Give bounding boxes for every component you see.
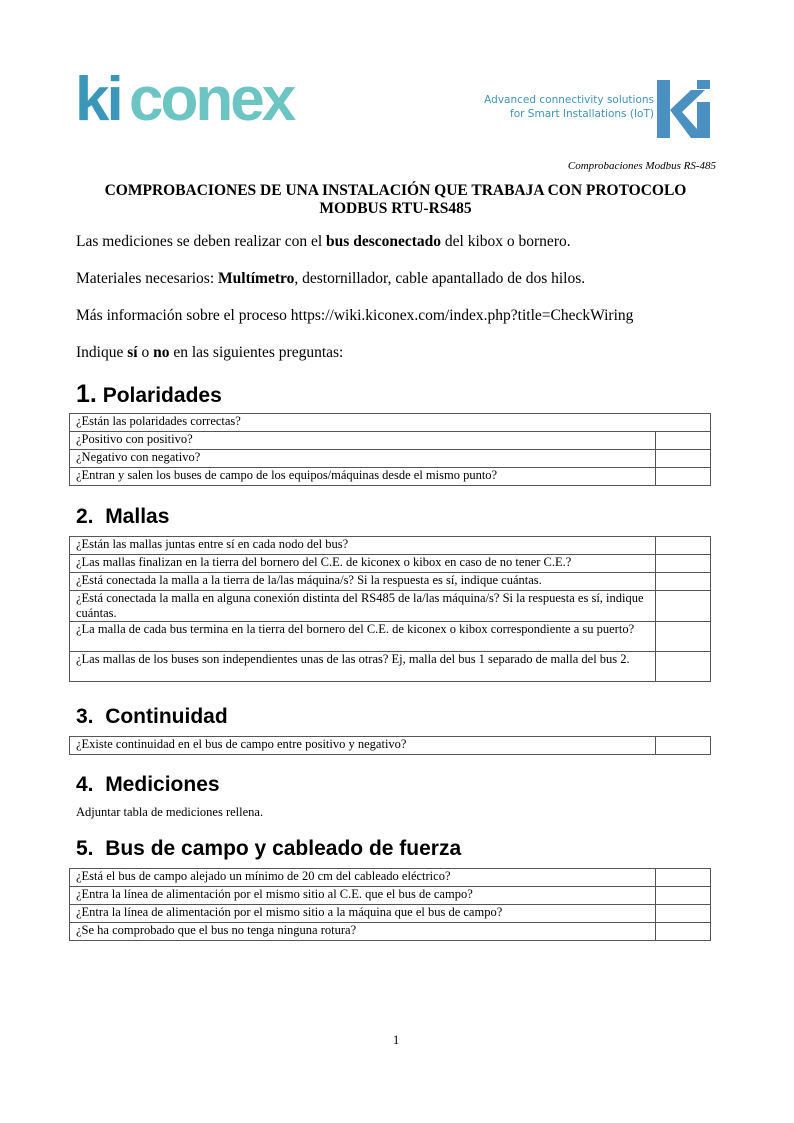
answer-cell[interactable] [656,468,711,486]
answer-cell[interactable] [656,869,711,887]
section-title: Continuidad [105,705,228,728]
table-polaridades [69,413,711,486]
question-cell: ¿Entran y salen los buses de campo de los equipos/máquinas desde el mismo punto? [70,468,656,486]
table-row [70,923,711,941]
text: del kibox o bornero. [441,233,571,250]
logo-text-ki: ki [75,70,121,128]
question-cell: ¿Entra la línea de alimentación por el mismo sitio al C.E. que el bus de campo? [70,887,656,905]
section-heading-continuidad [76,705,228,729]
intro-paragraph-3: Más información sobre el proceso https://wiki.kiconex.com/index.php?title=CheckWiring [76,307,634,324]
tagline-line-2: for Smart Installations (IoT) [510,108,654,120]
section-heading-mallas [76,505,169,529]
kiconex-logo-graphic [75,70,300,128]
bold-text: no [153,344,170,361]
table-row [70,887,711,905]
section-number: 1. [76,380,97,408]
table-bus-de-campo [69,868,711,941]
section-heading-bus-de-campo [76,837,461,861]
title-line-2: MODBUS RTU-RS485 [319,200,472,217]
table-row [70,652,711,682]
section-number: 4. [76,773,94,796]
section-number: 5. [76,837,94,860]
table-row [70,414,711,432]
question-cell: ¿Está conectada la malla a la tierra de la/las máquina/s? Si la respuesta es sí, indique cuántas. [70,573,656,591]
question-cell: ¿Está conectada la malla en alguna conexión distinta del RS485 de la/las máquina/s? Si la respuesta es sí, indique cuántas. [70,591,656,622]
intro-paragraph-2 [76,270,585,288]
section-title: Polaridades [102,384,222,407]
answer-cell[interactable] [656,737,711,755]
question-cell: ¿Está el bus de campo alejado un mínimo de 20 cm del cableado eléctrico? [70,869,656,887]
question-cell: ¿Negativo con negativo? [70,450,656,468]
answer-cell[interactable] [656,923,711,941]
text: Indique [76,344,128,361]
question-cell: ¿Se ha comprobado que el bus no tenga ninguna rotura? [70,923,656,941]
tagline-line-1: Advanced connectivity solutions [484,94,654,106]
question-cell: ¿Las mallas finalizan en la tierra del bornero del C.E. de kiconex o kibox en caso de no tener C.E.? [70,555,656,573]
answer-cell[interactable] [656,537,711,555]
table-row [70,737,711,755]
intro-paragraph-4 [76,344,343,362]
table-continuidad [69,736,711,755]
question-cell: ¿Positivo con positivo? [70,432,656,450]
section-heading-polaridades [76,380,222,409]
question-cell: ¿Las mallas de los buses son independientes unas de las otras? Ej, malla del bus 1 separado de malla del bus 2. [70,652,656,682]
table-row [70,432,711,450]
answer-cell[interactable] [656,622,711,652]
question-cell: ¿La malla de cada bus termina en la tierra del bornero del C.E. de kiconex o kibox correspondiente a su puerto? [70,622,656,652]
text: en las siguientes preguntas: [169,344,344,361]
ki-mark-logo [655,80,711,143]
logo-text-conex: conex [129,70,294,128]
table-row [70,573,711,591]
table-row [70,450,711,468]
section-number: 2. [76,505,94,528]
section-title: Bus de campo y cableado de fuerza [105,837,462,860]
intro-paragraph-1 [76,233,571,251]
table-row [70,537,711,555]
question-cell: ¿Están las mallas juntas entre sí en cada nodo del bus? [70,537,656,555]
ki-mark-icon [655,80,711,138]
text: o [137,344,154,361]
answer-cell[interactable] [656,555,711,573]
table-row [70,905,711,923]
bold-text: bus desconectado [326,233,442,250]
answer-cell[interactable] [656,432,711,450]
running-header: Comprobaciones Modbus RS-485 [567,160,716,172]
table-row [70,468,711,486]
tagline [484,93,654,121]
document-title [75,182,716,218]
bold-text: sí [127,344,138,361]
section-number: 3. [76,705,94,728]
section-title: Mallas [105,505,170,528]
answer-cell[interactable] [656,887,711,905]
kiconex-logo [75,70,300,128]
mediciones-note: Adjuntar tabla de mediciones rellena. [76,805,264,819]
answer-cell[interactable] [656,905,711,923]
page-number: 1 [393,1033,400,1047]
title-line-1: COMPROBACIONES DE UNA INSTALACIÓN QUE TRABAJA CON PROTOCOLO [104,182,687,199]
answer-cell[interactable] [656,591,711,622]
table-row [70,555,711,573]
section-title: Mediciones [105,773,220,796]
text: Materiales necesarios: [76,270,219,287]
question-cell: ¿Están las polaridades correctas? [70,414,711,432]
table-row [70,591,711,622]
table-row [70,869,711,887]
answer-cell[interactable] [656,652,711,682]
answer-cell[interactable] [656,573,711,591]
text: Las mediciones se deben realizar con el [76,233,327,250]
section-heading-mediciones [76,773,220,797]
bold-text: Multímetro [218,270,295,287]
text: , destornillador, cable apantallado de dos hilos. [294,270,586,287]
table-row [70,622,711,652]
table-mallas [69,536,711,682]
answer-cell[interactable] [656,450,711,468]
question-cell: ¿Existe continuidad en el bus de campo entre positivo y negativo? [70,737,656,755]
question-cell: ¿Entra la línea de alimentación por el mismo sitio a la máquina que el bus de campo? [70,905,656,923]
